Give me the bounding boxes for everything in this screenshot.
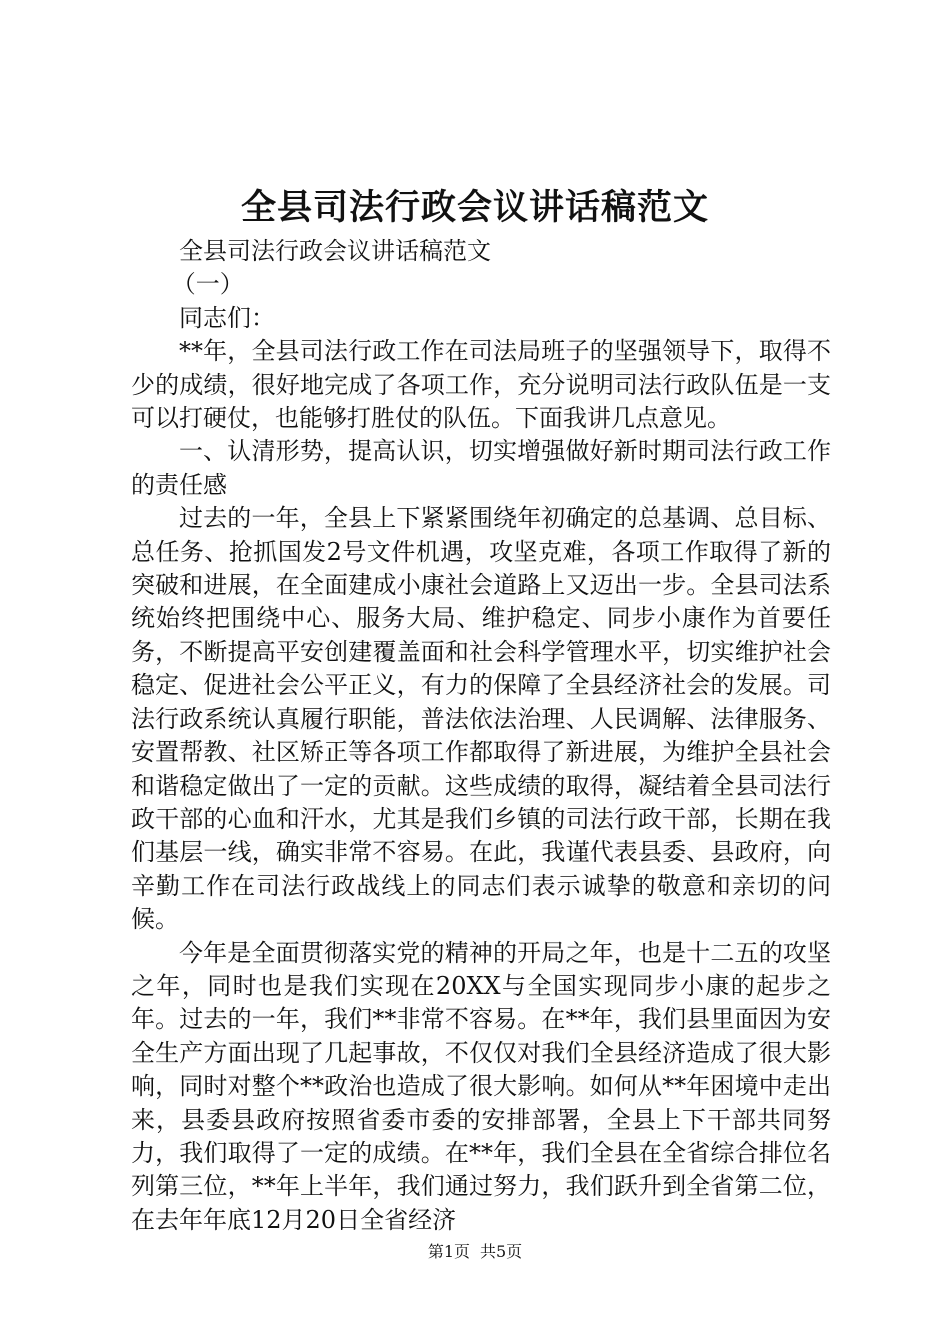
page-total: 共5页 bbox=[480, 1242, 523, 1261]
document-subtitle: 全县司法行政会议讲话稿范文 bbox=[179, 237, 491, 265]
section-heading: 一、认清形势，提高认识，切实增强做好新时期司法行政工作的责任感 bbox=[131, 437, 831, 499]
paragraph: 过去的一年，全县上下紧紧围绕年初确定的总基调、总目标、总任务、抢抓国发2号文件机遇，攻坚克难，各项工作取得了新的突破和进展，在全面建成小康社会道路上又迈出一步。全县司法系统始终把围绕中心、服务大局、维护稳定、同步小康作为首要任务，不断提高平安创建覆盖面和社会科学管理水平，切实维护社会稳定、促进社会公平正义，有力的保障了全县经济社会的发展。司法行政系统认真履行职能，普法依法治理、人民调解、法律服务、安置帮教、社区矫正等各项工作都取得了新进展，为维护全县社会和谐稳定做出了一定的贡献。这些成绩的取得，凝结着全县司法行政干部的心血和汗水，尤其是我们乡镇的司法行政干部，长期在我们基层一线，确实非常不容易。在此，我谨代表县委、县政府，向辛勤工作在司法行政战线上的同志们表示诚挚的敬意和亲切的问候。 bbox=[131, 504, 831, 934]
paragraph: **年，全县司法行政工作在司法局班子的坚强领导下，取得不少的成绩，很好地完成了各项工作，充分说明司法行政队伍是一支可以打硬仗，也能够打胜仗的队伍。下面我讲几点意见。 bbox=[131, 337, 831, 433]
page-footer bbox=[0, 1241, 950, 1263]
document-title: 全县司法行政会议讲话稿范文 bbox=[240, 187, 709, 228]
part-marker: （一） bbox=[171, 270, 244, 299]
greeting: 同志们： bbox=[179, 303, 275, 332]
page-number: 第1页 bbox=[427, 1242, 470, 1261]
document-body bbox=[131, 235, 831, 1237]
paragraph: 今年是全面贯彻落实党的精神的开局之年，也是十二五的攻坚之年，同时也是我们实现在20XX与全国实现同步小康的起步之年。过去的一年，我们**非常不容易。在**年，我们县里面因为安全生产方面出现了几起事故，不仅仅对我们全县经济造成了很大影响，同时对整个**政治也造成了很大影响。如何从**年困境中走出来，县委县政府按照省委市委的安排部署，全县上下干部共同努力，我们取得了一定的成绩。在**年，我们全县在全省综合排位名列第三位，**年上半年，我们通过努力，我们跃升到全省第二位，在去年年底12月20日全省经济 bbox=[131, 938, 831, 1234]
